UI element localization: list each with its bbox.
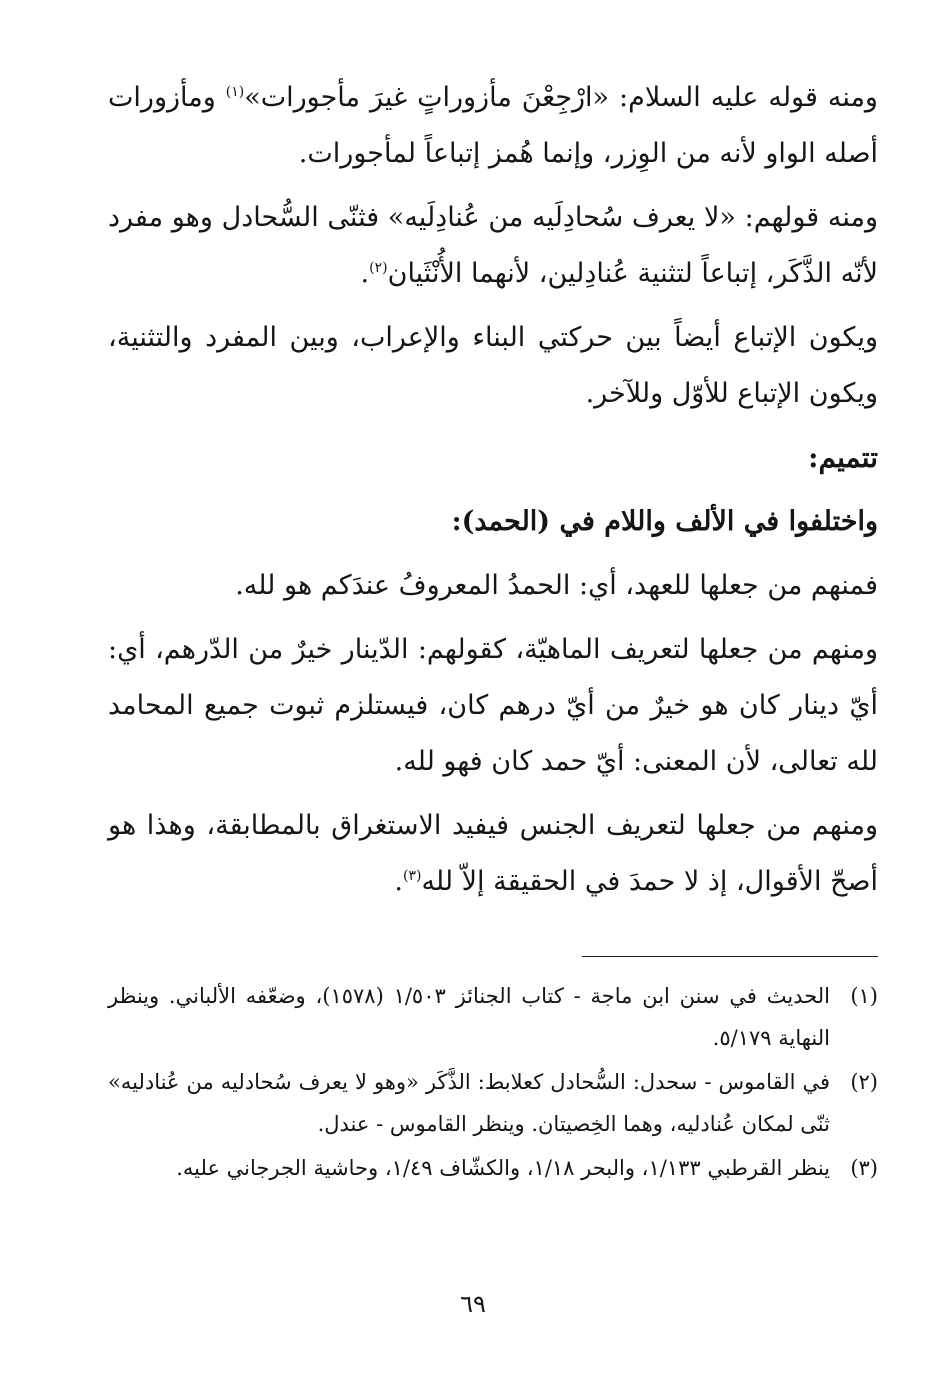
section-subheading: واختلفوا في الألف واللام في (الحمد):	[451, 506, 878, 537]
footnote-number: (٣)	[850, 1156, 878, 1180]
paragraph-1	[108, 70, 878, 182]
footnote-number: (٢)	[850, 1070, 878, 1094]
paragraph-4	[108, 558, 878, 614]
footnote-ref-3[interactable]: (٣)	[402, 868, 422, 884]
footnote-ref-1[interactable]: (١)	[225, 84, 245, 100]
footnote-text: ينظر القرطبي ١/١٣٣، والبحر ١/١٨، والكشّاف ١/٤٩، وحاشية الجرجاني عليه.	[176, 1156, 830, 1180]
paragraph-text-cont: .	[394, 866, 403, 897]
footnote-number: (١)	[850, 984, 878, 1008]
paragraph-text: ويكون الإتباع أيضاً بين حركتي البناء والإعراب، وبين المفرد والتثنية، ويكون الإتباع للأوّل وللآخر.	[108, 322, 878, 409]
paragraph-text: ومنهم من جعلها لتعريف الجنس فيفيد الاستغراق بالمطابقة، وهذا هو أصحّ الأقوال، إذ لا حمدَ في الحقيقة إلاّ لله	[108, 810, 878, 897]
footnote-text: الحديث في سنن ابن ماجة - كتاب الجنائز ١/٥٠٣ (١٥٧٨)، وضعّفه الألباني. وينظر النهاية ٥/١٧٩.	[108, 984, 830, 1050]
paragraph-2	[108, 190, 878, 302]
footnote-separator	[582, 956, 878, 957]
paragraph-text: ومنهم من جعلها لتعريف الماهيّة، كقولهم: الدّينار خيرٌ من الدّرهم، أي: أيّ دينار كان هو خيرٌ من أيّ درهم كان، فيستلزم ثبوت جميع المحامد لله تعالى، لأن المعنى: أيّ حمد كان فهو لله.	[108, 634, 878, 777]
paragraph-text: ومنه قولهم: «لا يعرف سُحادِلَيه من عُنادِلَيه» فثنّى السُّحادل وهو مفرد لأنّه الذَّكَر، إتباعاً لتثنية عُنادِلين، لأنهما الأُنْثَيان	[108, 202, 878, 289]
footnote-2	[108, 1061, 878, 1145]
footnote-3	[108, 1147, 878, 1189]
footnotes	[108, 975, 878, 1189]
section-heading: تتميم:	[808, 441, 878, 474]
paragraph-6	[108, 798, 878, 910]
paragraph-3	[108, 310, 878, 422]
paragraph-text: فمنهم من جعلها للعهد، أي: الحمدُ المعروفُ عندَكم هو لله.	[235, 570, 878, 601]
footnote-1	[108, 975, 878, 1059]
paragraph-text-cont: ومأزورات أصله الواو لأنه من الوِزر، وإنما هُمز إتباعاً لمأجورات.	[108, 82, 878, 169]
footnote-ref-2[interactable]: (٢)	[369, 260, 388, 276]
paragraph-text-cont: .	[360, 258, 370, 289]
footnote-text: في القاموس - سحدل: السُّحادل كعلابط: الذَّكَر «وهو لا يعرف سُحادليه من عُنادليه» ثنّى لمكان عُنادليه، وهما الخِصيتان. وينظر القاموس - عندل.	[108, 1070, 830, 1136]
page-body	[108, 70, 878, 1191]
paragraph-text: ومنه قوله عليه السلام: «ارْجِعْنَ مأزوراتٍ غيرَ مأجورات»	[244, 82, 878, 113]
page-number: ٦٩	[460, 1290, 486, 1318]
paragraph-5	[108, 622, 878, 790]
